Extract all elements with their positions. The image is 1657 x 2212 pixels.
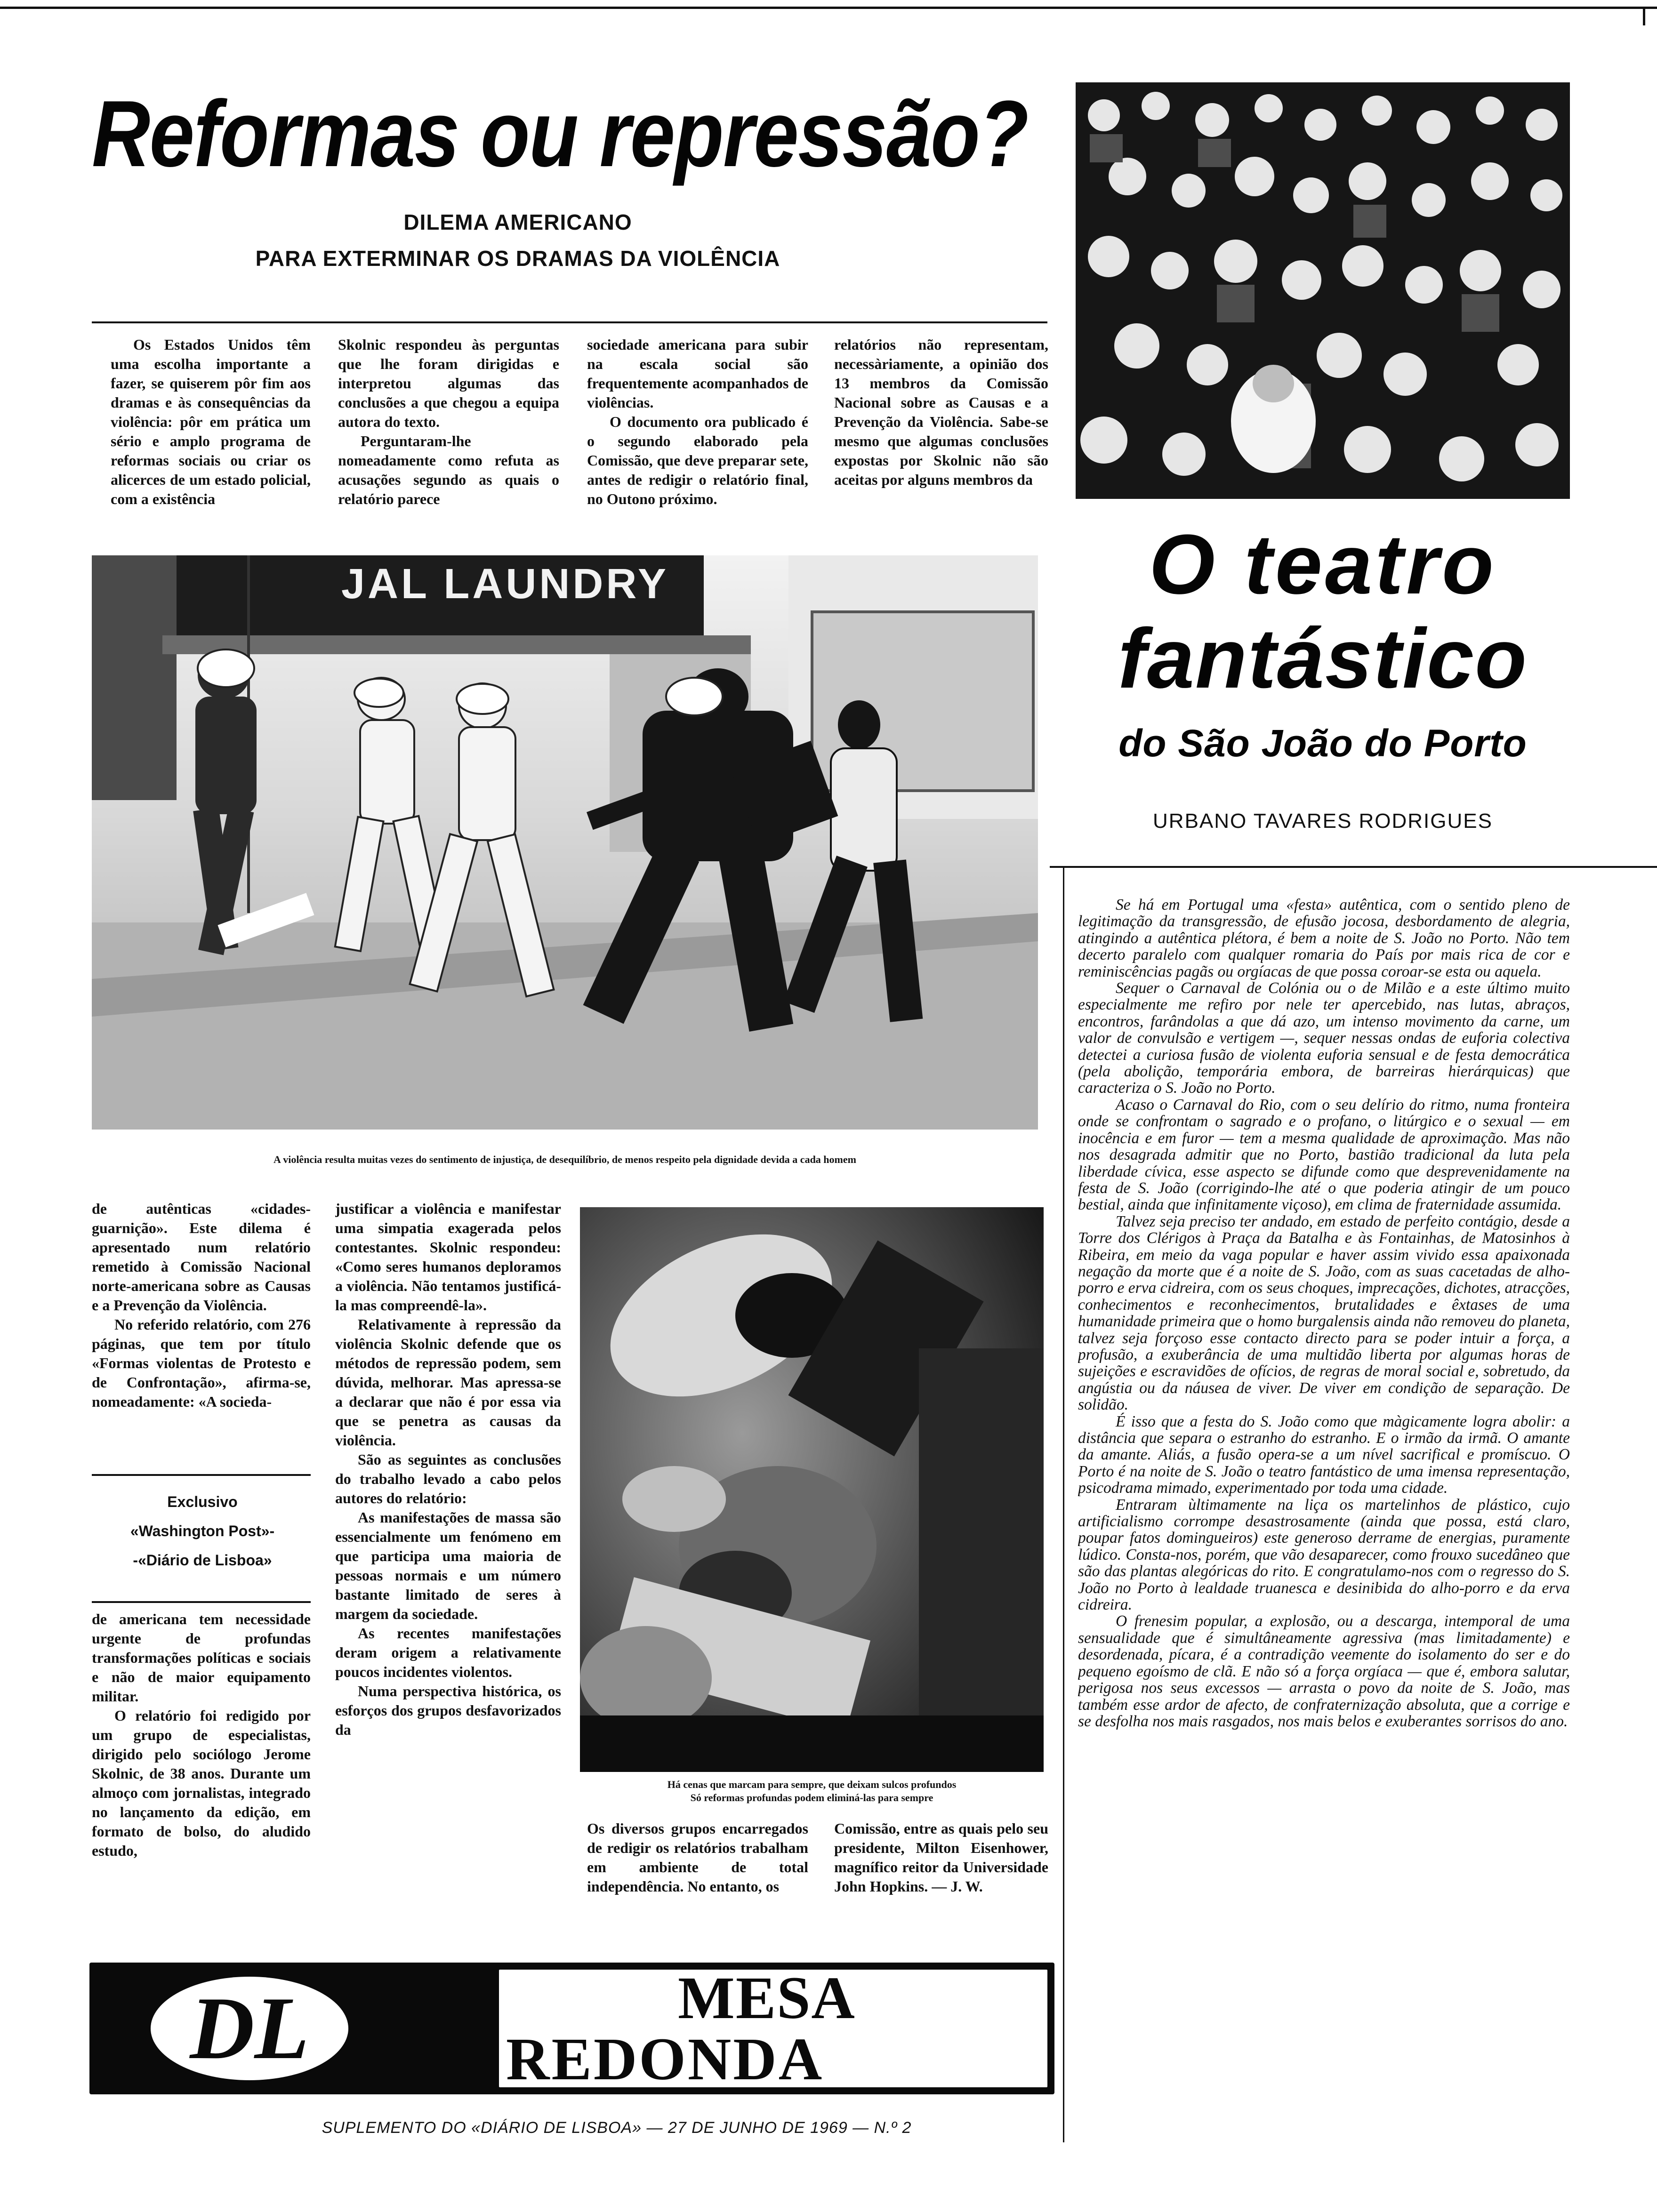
- headline-rule: [92, 321, 1047, 323]
- laundry-sign: JAL LAUNDRY: [341, 561, 669, 608]
- riot-photo-illustration: [92, 555, 1038, 1130]
- teatro-para-7: O frenesim popular, a explosão, ou a descarga, intemporal de uma sensualidade que é simultâneamente agressiva (mas limitadamente) e desordenada, pícara, é a contradição veemente do isolamento do ser e do pequeno egoísmo de clã. E não só a força orgíaca — que é, embora salutar, perigosa nos seus excessos — arrasta o povo da noite de S. João, mas também esse ardor de afecto, de confraternização absoluta, que a corrige e se desfolha nos mais rasgados, nos mais belos e exuberantes sorrisos do ano.: [1078, 1612, 1570, 1730]
- mesa-title: MESA: [678, 1964, 856, 2031]
- lower-col-middle-5-text: As recentes manifestações deram origem a relativamente poucos incidentes violentos.: [335, 1625, 561, 1680]
- redonda-title: REDONDA: [506, 2026, 824, 2092]
- lower-col-left-b1-text: de americana tem necessidade urgente de profundas transformações políticas e sociais e não de maior equipamento militar.: [92, 1611, 311, 1705]
- teatro-article: [1078, 897, 1570, 2141]
- exclusive-label: Exclusivo: [167, 1493, 238, 1510]
- exclusive-source-2: -«Diário de Lisboa»: [133, 1552, 272, 1569]
- teatro-title-3: do São João do Porto: [1118, 722, 1527, 765]
- lower-col-left-a: [92, 1199, 311, 1472]
- teatro-rule: [1050, 866, 1657, 868]
- article-col-4: [834, 335, 1048, 545]
- beating-photo-caption-2: Só reformas profundas podem eliminá-las para sempre: [690, 1792, 933, 1803]
- article-col-1: [111, 335, 311, 545]
- article-col-2a-text: Skolnic respondeu às perguntas que lhe foram dirigidas e interpretou algumas das conclusões a que chegou a equipa autora do texto.: [338, 336, 559, 430]
- article-col-3: [587, 335, 808, 545]
- teatro-para-6: Entraram ùltimamente na liça os martelinhos de plástico, cujo artificialismo corrompe desastrosamente (ainda que possa, está claro, poupar fatos domingueiros) este generoso derrame de energias, puramente lúdico. Consta-nos, porém, que vão desaparecer, como frouxo sucedâneo que são das plantas alegóricas do rito. E congratulamo-nos com o regresso do S. João no Porto à lealdade truanesca e desinibida do alho-porro e da erva cidreira.: [1078, 1496, 1570, 1614]
- bottom-col-1-text: Os diversos grupos encarregados de redigir os relatórios trabalham em ambiente de total independência. No entanto, os: [587, 1820, 808, 1895]
- lower-col-left-a2-text: No referido relatório, com 276 páginas, que tem por título «Formas violentas de Protesto e de Confrontação», afirma-se, nomeadamente: «A socieda-: [92, 1316, 311, 1410]
- article-col-2b-text: Perguntaram-lhe nomeadamente como refuta as acusações segundo as quais o relatório parece: [338, 433, 559, 507]
- teatro-byline: URBANO TAVARES RODRIGUES: [1153, 809, 1493, 833]
- lower-col-middle: [335, 1199, 561, 1940]
- crowd-photo-illustration: [1076, 82, 1570, 499]
- lower-col-left-b2-text: O relatório foi redigido por um grupo de especialistas, dirigido pelo sociólogo Jerome Skolnic, de 38 anos. Durante um almoço com jornalistas, integrado no lançamento da edição, em formato de bolso, do aludido estudo,: [92, 1707, 311, 1859]
- top-border: [0, 7, 1657, 9]
- column-divider: [1063, 867, 1064, 2142]
- headline: Reformas ou repressão?: [92, 81, 1028, 186]
- lower-col-left-a1-text: de autênticas «cidades-guarnição». Este dilema é apresentado num relatório remetido à Comissão Nacional norte-americana sobre as Causas e a Prevenção da Violência.: [92, 1200, 311, 1314]
- article-col-2: [338, 335, 559, 545]
- dl-logo: DL: [190, 1979, 309, 2078]
- exclusive-source-1: «Washington Post»-: [130, 1523, 275, 1539]
- lower-col-middle-6-text: Numa perspectiva histórica, os esforços dos grupos desfavorizados da: [335, 1683, 561, 1738]
- article-col-4-text: relatórios não representam, necessàriamente, a opinião dos 13 membros da Comissão Nacional sobre as Causas e a Prevenção da Violência. Sabe-se mesmo que algumas conclusões expostas por Skolnic não são aceitas por alguns membros da: [834, 336, 1048, 488]
- teatro-title-2: fantástico: [1118, 611, 1528, 706]
- box-rule-top: [92, 1474, 311, 1476]
- crowd-photo: [1076, 82, 1570, 499]
- teatro-para-5: É isso que a festa do S. João como que màgicamente logra abolir: a distância que separa o estranho do estranho. E o irmão da irmã. O amante da amante. Aliás, a fusão opera-se a um nível sacrifical e promíscuo. O Porto é na noite de S. João o teatro fantástico de uma imensa representação, psicodrama mimado, experimentado por toda uma cidade.: [1078, 1412, 1570, 1497]
- teatro-para-3: Acaso o Carnaval do Rio, com o seu delírio do ritmo, numa fronteira onde se confrontam o sagrado e o profano, o litúrgico e o sexual — em inocência e em furor — tem a mesma qualidade de aproximação. Mas não nos desagrada admitir que no Porto, bastião tradicional da luta pela liberdade cívica, esse aspecto se difunde como que desprevenidamente na festa de S. João (corrigindo-lhe até o que poderia atingir de um pouco bestial, ainda que infinitamente viçoso), em clima de fraternidade assumida.: [1078, 1096, 1570, 1214]
- lower-col-middle-2-text: Relativamente à repressão da violência Skolnic defende que os métodos de repressão podem, sem dúvida, melhorar. Mas apressa-se a declarar que não é por essa via que se penetra as causas da violência.: [335, 1316, 561, 1449]
- beating-photo: [580, 1207, 1044, 1772]
- bottom-col-2-text: Comissão, entre as quais pelo seu presidente, Milton Eisenhower, magnífico reitor da Universidade John Hopkins. — J. W.: [834, 1820, 1048, 1895]
- beating-photo-caption-1: Há cenas que marcam para sempre, que deixam sulcos profundos: [667, 1779, 957, 1790]
- lower-col-middle-4-text: As manifestações de massa são essencialmente um fenómeno em que participa uma maioria de pessoas normais e um número bastante limitado de seres à margem da sociedade.: [335, 1509, 561, 1622]
- article-col-3a-text: sociedade americana para subir na escala social são frequentemente acompanhados de violências.: [587, 336, 808, 411]
- lower-col-middle-3-text: São as seguintes as conclusões do trabalho levado a cabo pelos autores do relatório:: [335, 1451, 561, 1507]
- subhead-line1: DILEMA AMERICANO: [403, 210, 632, 234]
- teatro-para-4: Talvez seja preciso ter andado, em estado de perfeito contágio, desde a Torre dos Clérigos à Praça da Batalha e às Fontainhas, de Matosinhos à Ribeira, em meio da vaga popular e haver assim vivido essa apaixonada negação da morte que é a noite de S. João, com as suas cacetadas de alho-porro e erva cidreira, com os seus choques, imprecações, dichotes, atracções, conhecimentos e reconhecimentos, brutalidades e êxtases de uma humanidade primeira que o homo burgalensis ainda não removeu do planeta, talvez seja forçoso esse contacto directo para se poder intuir a força, a profusão, a exuberância de uma multidão liberta por algumas horas de sujeições e escravidões de ofícios, de regras de moral social e, sobretudo, da angústia ou da náusea de viver. De viver em condição de separação. De solidão.: [1078, 1212, 1570, 1414]
- footer-supplement: SUPLEMENTO DO «DIÁRIO DE LISBOA» — 27 DE JUNHO DE 1969 — N.º 2: [322, 2119, 912, 2137]
- teatro-para-2: Sequer o Carnaval de Colónia ou o de Milão e a este último muito especialmente me refiro por nele ter apercebido, nas lutas, abraços, encontros, farândolas a que dá azo, um intenso movimento da carne, um valor de convulsão e vertigem —, sequer nessas ondas de euforia colectiva detectei a curiosa fusão de violenta euforia sensual e de festa democrática (pela abolição, temporária embora, de barreiras hierárquicas) que caracteriza o S. João no Porto.: [1078, 979, 1570, 1097]
- box-rule-bottom: [92, 1601, 311, 1603]
- riot-photo-caption: A violência resulta muitas vezes do sentimento de injustiça, de desequilíbrio, de menos respeito pela dignidade devida a cada homem: [273, 1154, 856, 1165]
- lower-col-left-b: [92, 1610, 311, 1939]
- teatro-para-1: Se há em Portugal uma «festa» autêntica, com o sentido pleno de legitimação da transgressão, de efusão jocosa, desbordamento de alegria, atingindo a autêntica plétora, é bem a noite de S. João no Porto. Não tem decerto paralelo com qualquer romaria do País por mais rica de cor e reminiscências pagãs ou orgíacas de que possa coroar-se esta ou aquela.: [1078, 897, 1570, 980]
- teatro-title-1: O teatro: [1149, 517, 1497, 612]
- lower-col-middle-1-text: justificar a violência e manifestar uma simpatia exagerada pelos contestantes. Skolnic respondeu: «Como seres humanos deploramos a violência. Não tentamos justificá-la mas compreendê-la».: [335, 1200, 561, 1314]
- bottom-col-2: [834, 1819, 1048, 1941]
- article-col-3b-text: O documento ora publicado é o segundo elaborado pela Comissão, que deve preparar sete, antes de redigir o relatório final, no Outono próximo.: [587, 413, 808, 507]
- right-mark: [1643, 7, 1645, 25]
- subhead-line2: PARA EXTERMINAR OS DRAMAS DA VIOLÊNCIA: [255, 246, 780, 271]
- riot-photo: [92, 555, 1038, 1130]
- beating-photo-illustration: [580, 1207, 1044, 1772]
- article-col-1-text: Os Estados Unidos têm uma escolha importante a fazer, se quiserem pôr fim aos dramas e às consequências da violência: pôr em prática um sério e amplo programa de reformas sociais ou criar os alicerces de um estado policial, com a existência: [111, 336, 311, 507]
- bottom-col-1: [587, 1819, 808, 1941]
